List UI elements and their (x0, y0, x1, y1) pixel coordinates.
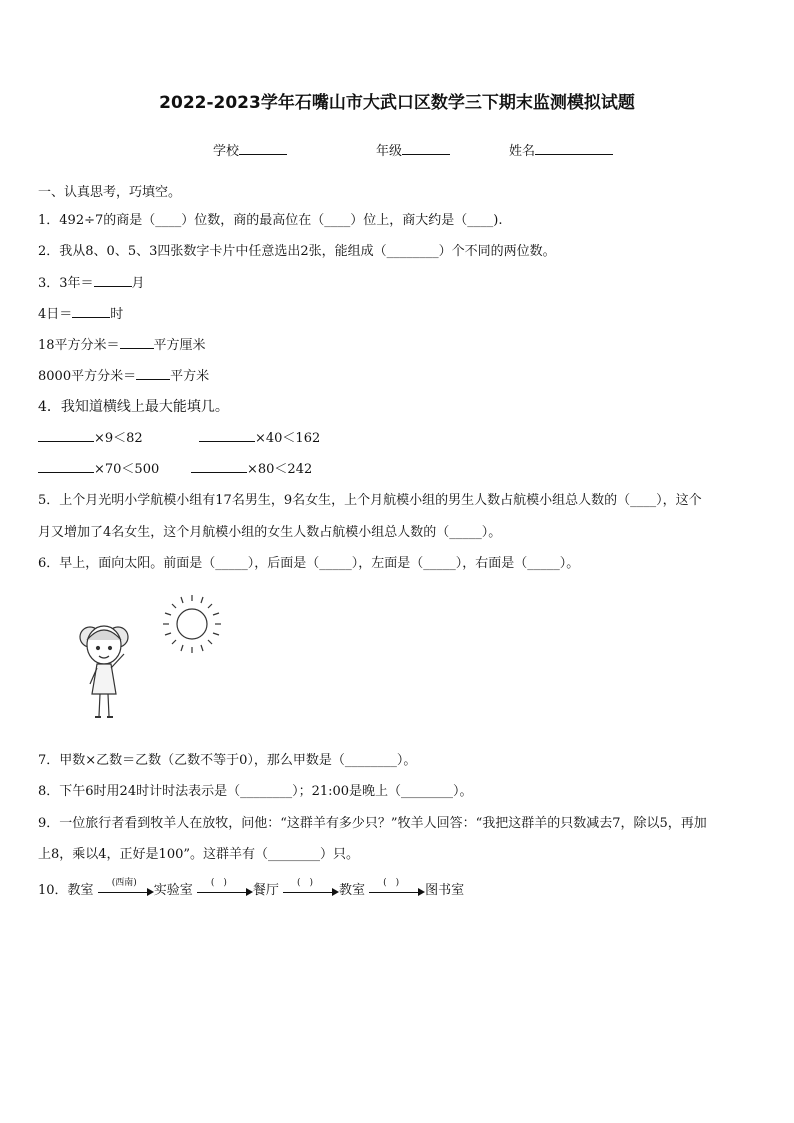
question-9-line-2: 上8，乘以4，正好是100”。这群羊有（________）只。 (38, 847, 360, 862)
question-5-line-1: 5．上个月光明小学航模小组有17名男生，9名女生，上个月航模小组的男生人数占航模小组总人数的（____），这个 (38, 493, 702, 508)
q3-dm2-prefix: 18平方分米＝ (38, 338, 120, 353)
q3-days-suffix: 时 (110, 307, 124, 322)
q10-place-3: 餐厅 (252, 883, 279, 898)
grade-blank[interactable] (402, 142, 450, 155)
question-1: 1．492÷7的商是（____）位数，商的最高位在（____）位上，商大约是（____). (38, 213, 503, 228)
q10-place-4: 教室 (339, 883, 366, 898)
question-3-line-4 (38, 365, 209, 384)
name-blank[interactable] (535, 142, 613, 155)
q10-arrow-3-label[interactable]: ( ) (297, 877, 314, 888)
arrow-right-icon (332, 888, 339, 896)
q4-blank-c[interactable] (38, 460, 94, 473)
q4-expr-c: ×70＜500 (94, 462, 160, 477)
name-label: 姓名 (509, 144, 536, 159)
q4-expr-a: ×9＜82 (94, 431, 143, 446)
school-blank[interactable] (239, 142, 287, 155)
question-3-line-2 (38, 303, 123, 322)
q10-place-1: 教室 (67, 883, 94, 898)
question-7: 7．甲数×乙数＝乙数（乙数不等于0），那么甲数是（________）。 (38, 753, 417, 768)
girl-and-sun-illustration (38, 584, 228, 738)
question-5-line-2: 月又增加了4名女生，这个月航模小组的女生人数占航模小组总人数的（_____）。 (38, 525, 502, 540)
q3-years-prefix: 3．3年＝ (38, 276, 94, 291)
q3-blank-3[interactable] (120, 336, 154, 349)
school-label: 学校 (213, 144, 240, 159)
q3-8000-prefix: 8000平方分米＝ (38, 369, 137, 384)
school-field[interactable] (213, 140, 287, 159)
page-title: 2022-2023学年石嘴山市大武口区数学三下期末监测模拟试题 (159, 93, 635, 113)
q10-arrow-1-label: (西南) (111, 877, 137, 888)
name-field[interactable] (509, 140, 613, 159)
q3-blank-2[interactable] (72, 305, 110, 318)
arrow-right-icon (246, 888, 253, 896)
question-3-line-3 (38, 334, 206, 353)
question-8: 8．下午6时用24时计时法表示是（________）；21:00是晚上（________）。 (38, 784, 473, 799)
q3-dm2-suffix: 平方厘米 (153, 338, 206, 353)
question-4: 4．我知道横线上最大能填几。 (38, 399, 229, 415)
grade-label: 年级 (376, 144, 403, 159)
q10-arrow-3 (283, 877, 339, 898)
q4-item-b (199, 427, 320, 446)
q3-blank-1[interactable] (94, 274, 132, 287)
q4-expr-b: ×40＜162 (255, 431, 321, 446)
section-heading: 一、认真思考，巧填空。 (38, 185, 182, 200)
question-3-line-1 (38, 272, 145, 291)
grade-field[interactable] (376, 140, 450, 159)
q4-expr-d: ×80＜242 (247, 462, 313, 477)
q3-days-prefix: 4日＝ (38, 307, 73, 322)
q3-8000-suffix: 平方米 (170, 369, 210, 384)
question-2: 2．我从8、0、5、3四张数字卡片中任意选出2张，能组成（________）个不同的两位数。 (38, 244, 556, 259)
q10-arrow-4-label[interactable]: ( ) (383, 877, 400, 888)
q10-arrow-2-label[interactable]: ( ) (210, 877, 227, 888)
q4-blank-d[interactable] (191, 460, 247, 473)
question-10 (38, 879, 464, 898)
sun-icon (163, 595, 221, 653)
q4-blank-b[interactable] (199, 429, 255, 442)
q10-arrow-1 (98, 877, 154, 898)
q3-years-suffix: 月 (131, 276, 145, 291)
q4-item-a (38, 427, 143, 446)
q10-arrow-2 (197, 877, 253, 898)
q10-arrow-4 (369, 877, 425, 898)
q10-place-5: 图书室 (425, 883, 465, 898)
arrow-right-icon (147, 888, 154, 896)
q3-blank-4[interactable] (136, 367, 170, 380)
question-9-line-1: 9．一位旅行者看到牧羊人在放牧，问他：“这群羊有多少只？”牧羊人回答：“我把这群羊的只数减去7，除以5，再加 (38, 816, 707, 831)
q4-item-c (38, 458, 159, 477)
q4-item-d (191, 458, 312, 477)
girl-icon (80, 626, 128, 717)
q4-blank-a[interactable] (38, 429, 94, 442)
question-6: 6．早上，面向太阳。前面是（_____），后面是（_____），左面是（_____），右面是（_____）。 (38, 556, 580, 571)
q10-place-2: 实验室 (153, 883, 193, 898)
arrow-right-icon (418, 888, 425, 896)
q10-number: 10． (38, 883, 68, 898)
